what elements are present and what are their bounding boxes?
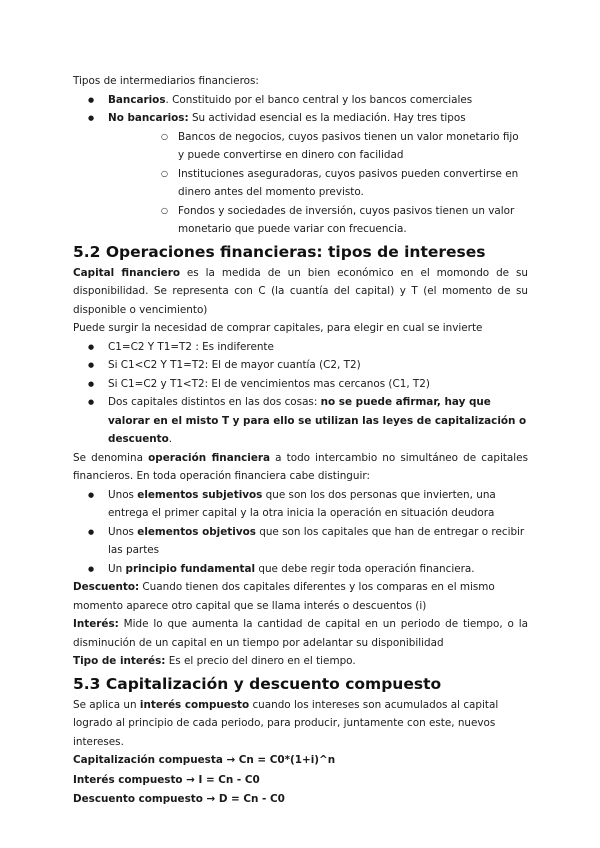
paragraph-text: a todo intercambio no simultáneo de capitales financieros. En toda operación financiera cabe distinguir:	[73, 451, 528, 482]
paragraph-text: es la medida de un bien económico en el momondo de su disponibilidad. Se representa con C (la cuantía del capital) y T (el momento de su disponible o vencimiento)	[73, 266, 528, 316]
no-bancarios-sublist	[108, 128, 528, 239]
section-heading: 5.2 Operaciones financieras: tipos de intereses	[73, 242, 486, 261]
list-item	[73, 560, 528, 579]
list-item	[73, 486, 528, 523]
term-bancarios: Bancarios	[108, 93, 166, 106]
term-descuento: Descuento:	[73, 581, 140, 593]
list-item-text: Su actividad esencial es la mediación. Hay tres tipos	[188, 112, 466, 124]
aplica-paragraph	[73, 696, 528, 752]
document-page	[73, 72, 528, 810]
intermediarios-list	[73, 91, 528, 239]
list-item: ○ Bancos de negocios, cuyos pasivos tienen un valor monetario fijo y puede convertirse en dinero con facilidad	[108, 128, 528, 165]
paragraph-text: Se aplica un	[73, 698, 140, 711]
elegir-paragraph: Puede surgir la necesidad de comprar capitales, para elegir en cual se invierte	[73, 322, 483, 334]
list-item-text: Unos	[108, 488, 138, 501]
list-item-text: Unos	[108, 525, 138, 538]
list-item-bold: principio fundamental	[125, 562, 256, 575]
list-item-text: que son los dos personas que invierten, una entrega el primer capital y la otra inicia la operación en situación deudora	[108, 488, 496, 519]
term-interes: Interés:	[73, 618, 119, 630]
formula-descuento: Descuento compuesto → D = Cn - C0	[73, 793, 285, 805]
list-item: ● Si C1=C2 y T1<T2: El de vencimientos mas cercanos (C1, T2)	[73, 375, 528, 394]
list-item-bold: elementos subjetivos	[137, 488, 263, 501]
elementos-list	[73, 486, 528, 579]
list-item: ● C1=C2 Y T1=T2 : Es indiferente	[73, 338, 528, 357]
tipo-interes-paragraph	[73, 652, 528, 671]
list-item-text: que son los capitales que han de entregar o recibir las partes	[108, 525, 525, 556]
paragraph-text: Cuando tienen dos capitales diferentes y los comparas en el mismo momento aparece otro capital que se llama interés o descuentos (i)	[73, 581, 495, 612]
list-item-text: Dos capitales distintos en las dos cosas:	[108, 396, 321, 408]
list-item-text: . Constituido por el banco central y los bancos comerciales	[165, 93, 473, 106]
list-item: ○ Instituciones aseguradoras, cuyos pasivos pueden convertirse en dinero antes del momento previsto.	[108, 165, 528, 202]
term-operacion-financiera: operación financiera	[148, 451, 271, 464]
capital-paragraph	[73, 264, 528, 320]
formula-interes: Interés compuesto → I = Cn - C0	[73, 773, 260, 786]
section-heading: 5.3 Capitalización y descuento compuesto	[73, 674, 442, 693]
list-item-text: Un	[108, 562, 126, 575]
list-item-text: .	[168, 433, 173, 445]
term-no-bancarios: No bancarios:	[108, 112, 189, 124]
paragraph-text: Se denomina	[73, 451, 149, 464]
list-item: ● Si C1<C2 Y T1=T2: El de mayor cuantía (C2, T2)	[73, 356, 528, 375]
formula-capitalizacion: Capitalización compuesta → Cn = C0*(1+i)^n	[73, 754, 336, 766]
list-item	[73, 91, 528, 110]
list-item	[73, 523, 528, 560]
descuento-paragraph	[73, 578, 528, 615]
list-item	[73, 109, 528, 239]
casos-list	[73, 338, 528, 449]
intro-text: Tipos de intermediarios financieros:	[73, 75, 259, 87]
list-item-text: que debe regir toda operación financiera.	[255, 562, 475, 575]
paragraph-text: Es el precio del dinero en el tiempo.	[165, 655, 356, 667]
list-item-bold: elementos objetivos	[137, 525, 256, 538]
interes-paragraph	[73, 615, 528, 652]
list-item: ○ Fondos y sociedades de inversión, cuyos pasivos tienen un valor monetario que puede variar con frecuencia.	[108, 202, 528, 239]
term-interes-compuesto: interés compuesto	[139, 698, 250, 711]
list-item	[73, 393, 528, 449]
operacion-paragraph	[73, 449, 528, 486]
term-tipo-interes: Tipo de interés:	[73, 655, 166, 667]
paragraph-text: Mide lo que aumenta la cantidad de capital en un periodo de tiempo, o la disminución de un capital en un tiempo por adelantar su disponibilidad	[73, 618, 528, 649]
paragraph-text: cuando los intereses son acumulados al capital logrado al principio de cada periodo, para producir, juntamente con este, nuevos intereses.	[73, 698, 499, 748]
term-capital-financiero: Capital financiero	[73, 266, 180, 279]
list-item-bold: no se puede afirmar, hay que valorar en el misto T y para ello se utilizan las leyes de capitalización o descuento	[108, 396, 527, 445]
